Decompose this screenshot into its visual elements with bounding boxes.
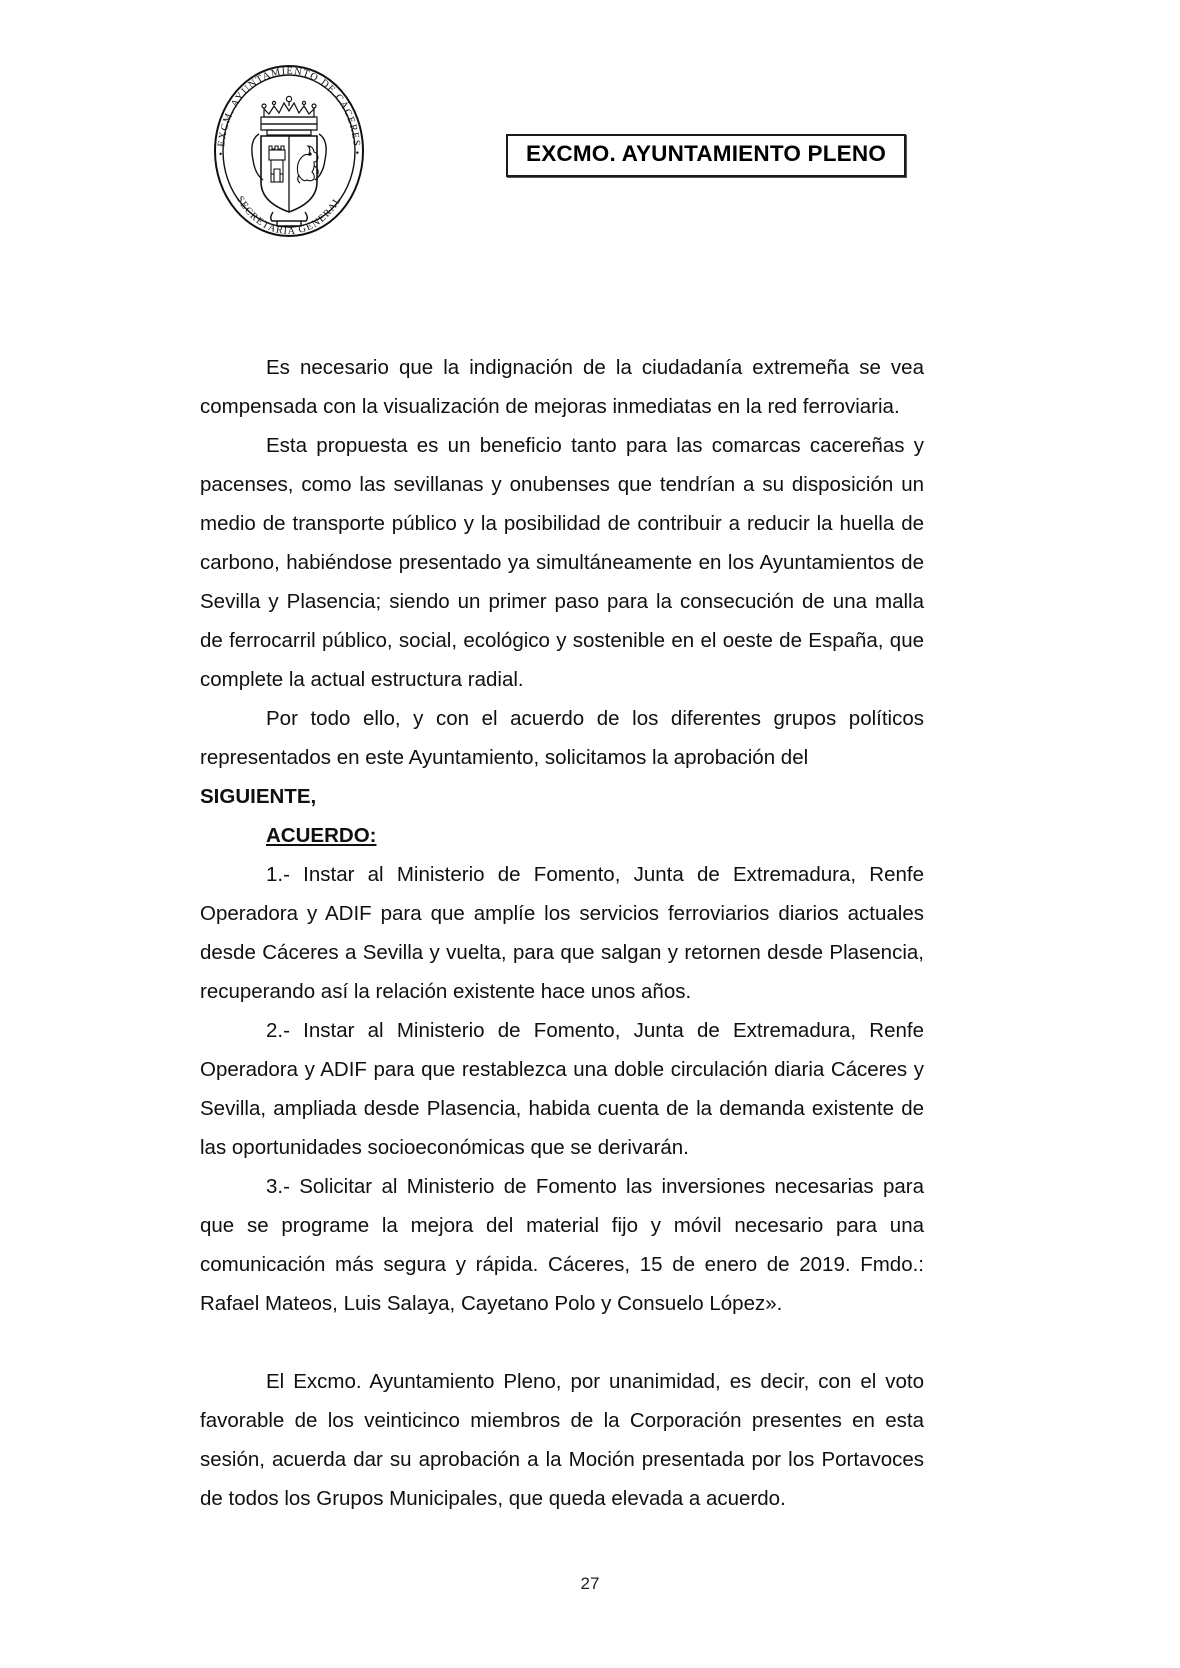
paragraph-intro-compensacion: Es necesario que la indignación de la ciudadanía extremeña se vea compensada con la visualización de mejoras inmediatas en la red ferroviaria.: [200, 356, 924, 418]
acuerdo-heading-wrapper: [200, 816, 924, 855]
agreement-item-2: 2.- Instar al Ministerio de Fomento, Junta de Extremadura, Renfe Operadora y ADIF para que restablezca una doble circulación diaria Cáceres y Sevilla, ampliada desde Plasencia, habida cuenta de la demanda existente de las oportunidades socioeconómicas que se derivarán.: [200, 1019, 924, 1159]
svg-text:SECRETARÍA GENERAL: SECRETARÍA GENERAL: [233, 194, 345, 238]
acuerdo-heading: ACUERDO:: [266, 824, 377, 847]
page-footer: [0, 1574, 1180, 1594]
svg-text:• EXCM. AYUNTAMIENTO DE CÁCERE: • EXCM. AYUNTAMIENTO DE CÁCERES •: [215, 65, 363, 156]
page-number: 27: [580, 1574, 600, 1593]
municipal-seal-icon: [203, 62, 375, 240]
paragraph-spacer: [200, 1323, 924, 1362]
page-title: EXCMO. AYUNTAMIENTO PLENO: [526, 141, 887, 166]
agreement-item-3: 3.- Solicitar al Ministerio de Fomento las inversiones necesarias para que se programe la mejora del material fijo y móvil necesario para una comunicación más segura y rápida. Cáceres, 15 de enero de 2019. Fmdo.: Rafael Mateos, Luis Salaya, Cayetano Polo y Consuelo López».: [200, 1175, 924, 1315]
header-title-box: [506, 134, 906, 177]
siguiente-label: SIGUIENTE,: [200, 785, 317, 808]
document-body: [200, 348, 924, 1518]
paragraph-aprobacion-unanimidad: El Excmo. Ayuntamiento Pleno, por unanimidad, es decir, con el voto favorable de los veinticinco miembros de la Corporación presentes en esta sesión, acuerda dar su aprobación a la Moción presentada por los Portavoces de todos los Grupos Municipales, que queda elevada a acuerdo.: [200, 1370, 924, 1510]
page-header: [0, 0, 1180, 260]
paragraph-por-todo-ello: Por todo ello, y con el acuerdo de los diferentes grupos políticos representados en este Ayuntamiento, solicitamos la aprobación del: [200, 707, 924, 769]
agreement-item-1: 1.- Instar al Ministerio de Fomento, Junta de Extremadura, Renfe Operadora y ADIF para que amplíe los servicios ferroviarios diarios actuales desde Cáceres a Sevilla y vuelta, para que salgan y retornen desde Plasencia, recuperando así la relación existente hace unos años.: [200, 863, 924, 1003]
paragraph-propuesta-beneficio: Esta propuesta es un beneficio tanto para las comarcas cacereñas y pacenses, como las sevillanas y onubenses que tendrían a su disposición un medio de transporte público y la posibilidad de contribuir a reducir la huella de carbono, habiéndose presentado ya simultáneamente en los Ayuntamientos de Sevilla y Plasencia; siendo un primer paso para la consecución de una malla de ferrocarril público, social, ecológico y sostenible en el oeste de España, que complete la actual estructura radial.: [200, 434, 924, 691]
